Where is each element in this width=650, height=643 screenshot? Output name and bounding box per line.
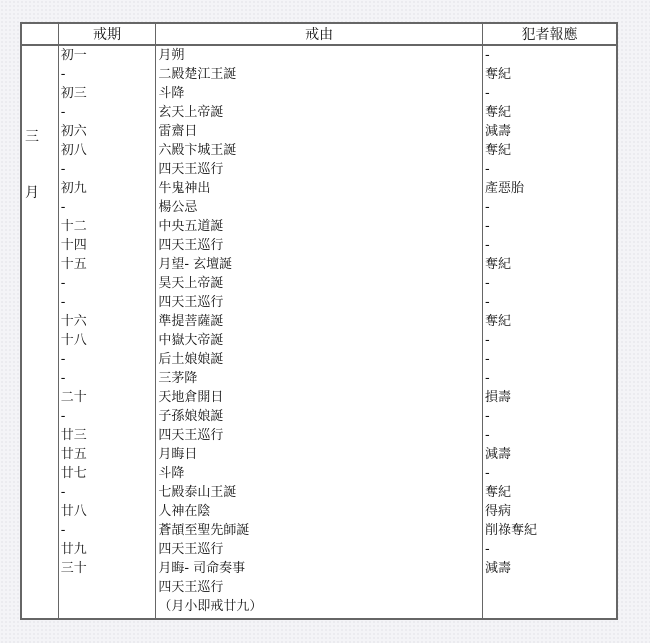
reason-column [156, 45, 483, 619]
effect-cell: - [484, 409, 490, 424]
date-cell: - [60, 200, 66, 215]
reason-cell: 后土娘娘誕 [158, 352, 224, 367]
reason-cell: 月晦日 [158, 447, 198, 462]
effect-cell: 奪紀 [484, 257, 511, 272]
date-cell: 廿五 [60, 447, 87, 462]
header-month [21, 23, 58, 45]
reason-cell: 六殿卞城王誕 [158, 143, 237, 158]
header-row [21, 23, 617, 45]
effect-cell: 減壽 [484, 124, 511, 139]
effect-cell: 得病 [484, 504, 511, 519]
reason-cell: 四天王巡行 [158, 238, 224, 253]
effect-cell: - [484, 48, 490, 63]
reason-cell: 斗降 [158, 466, 185, 481]
date-cell: 十五 [60, 257, 87, 272]
effect-cell: 削祿奪紀 [484, 523, 537, 538]
reason-cell: 雷齋日 [158, 124, 198, 139]
date-cell: 初六 [60, 124, 87, 139]
reason-cell: 楊公忌 [158, 200, 198, 215]
date-cell: 廿三 [60, 428, 87, 443]
reason-cell: 月晦- 司命奏事 [158, 561, 246, 576]
effect-cell: 奪紀 [484, 105, 511, 120]
date-cell: - [60, 105, 66, 120]
date-cell [61, 597, 156, 616]
date-cell: 初三 [60, 86, 87, 101]
reason-cell: 玄天上帝誕 [158, 105, 224, 120]
date-cell [61, 578, 156, 597]
effect-cell: - [484, 352, 490, 367]
date-cell: - [60, 162, 66, 177]
reason-cell: 四天王巡行 [158, 428, 224, 443]
reason-cell: 二殿楚江王誕 [158, 67, 237, 82]
effect-cell: - [484, 276, 490, 291]
month-char-2: 月 [25, 185, 39, 201]
date-cell: - [60, 352, 66, 367]
reason-cell: 三茅降 [158, 371, 198, 386]
month-cell [21, 45, 58, 619]
effect-cell: - [484, 162, 490, 177]
effect-cell: - [484, 542, 490, 557]
effect-cell: 減壽 [484, 447, 511, 462]
effect-cell: - [484, 428, 490, 443]
reason-cell: 昊天上帝誕 [158, 276, 224, 291]
date-cell: 十二 [60, 219, 87, 234]
reason-cell: 月望- 玄壇誕 [158, 257, 233, 272]
reason-cell: 七殿泰山王誕 [158, 485, 237, 500]
effect-cell: - [484, 333, 490, 348]
date-cell: 初一 [60, 48, 87, 63]
date-cell: 初八 [60, 143, 87, 158]
date-cell: 廿七 [60, 466, 87, 481]
reason-cell: 四天王巡行 [158, 542, 224, 557]
reason-cell: 四天王巡行 [158, 580, 224, 595]
date-cell: - [60, 295, 66, 310]
precepts-table [20, 22, 618, 620]
date-cell: 二十 [60, 390, 87, 405]
reason-cell: 牛鬼神出 [158, 181, 211, 196]
reason-cell: 準提菩薩誕 [158, 314, 224, 329]
body-row [21, 45, 617, 619]
effect-cell: - [484, 371, 490, 386]
date-cell: 十八 [60, 333, 87, 348]
effect-cell: - [484, 295, 490, 310]
reason-cell: 蒼頡至聖先師誕 [158, 523, 250, 538]
effect-cell [485, 578, 616, 597]
date-cell: - [60, 523, 66, 538]
effect-cell: 奪紀 [484, 314, 511, 329]
effect-cell: 奪紀 [484, 143, 511, 158]
effect-cell: - [484, 466, 490, 481]
effect-cell: - [484, 86, 490, 101]
header-reason: 戒由 [156, 23, 483, 45]
reason-cell: 斗降 [158, 86, 185, 101]
effect-cell: 損壽 [484, 390, 511, 405]
date-cell: 廿九 [60, 542, 87, 557]
date-cell: - [60, 67, 66, 82]
month-char-1: 三 [25, 129, 39, 145]
effect-cell: 奪紀 [484, 485, 511, 500]
reason-cell: 中央五道誕 [158, 219, 224, 234]
effect-cell: 產惡胎 [484, 181, 524, 196]
effect-column [482, 45, 617, 619]
date-cell: 十四 [60, 238, 87, 253]
reason-cell: 四天王巡行 [158, 162, 224, 177]
date-cell: - [60, 371, 66, 386]
date-cell: 初九 [60, 181, 87, 196]
reason-cell: 子孫娘娘誕 [158, 409, 224, 424]
date-cell: - [60, 485, 66, 500]
effect-cell: 減壽 [484, 561, 511, 576]
date-column [58, 45, 156, 619]
reason-cell: 天地倉開日 [158, 390, 224, 405]
header-effect: 犯者報應 [482, 23, 617, 45]
reason-cell: 四天王巡行 [158, 295, 224, 310]
date-cell: - [60, 276, 66, 291]
date-cell: 十六 [60, 314, 87, 329]
reason-cell: 月朔 [158, 48, 185, 63]
reason-cell: 人神在陰 [158, 504, 211, 519]
effect-cell: - [484, 219, 490, 234]
effect-cell: - [484, 200, 490, 215]
date-cell: 三十 [60, 561, 87, 576]
header-date: 戒期 [58, 23, 156, 45]
reason-cell: （月小即戒廿九） [158, 599, 263, 614]
reason-cell: 中嶽大帝誕 [158, 333, 224, 348]
date-cell: 廿八 [60, 504, 87, 519]
date-cell: - [60, 409, 66, 424]
effect-cell: - [484, 238, 490, 253]
effect-cell [485, 597, 616, 616]
effect-cell: 奪紀 [484, 67, 511, 82]
